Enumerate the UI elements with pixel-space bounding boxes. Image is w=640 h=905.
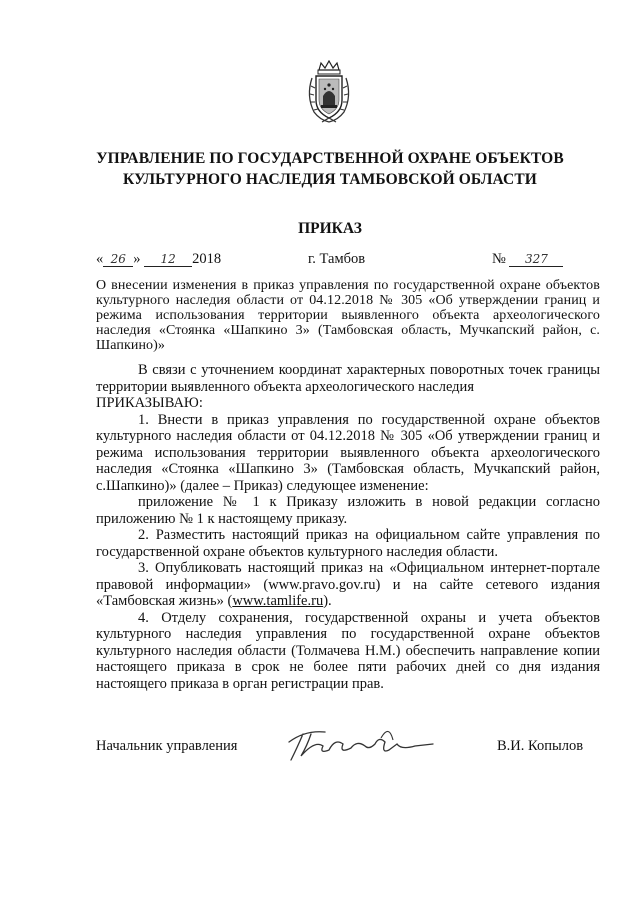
document-body — [96, 362, 600, 692]
date-day: 26 — [103, 253, 133, 267]
document-date — [96, 251, 221, 268]
number-prefix: № — [492, 251, 506, 267]
number-value: 327 — [509, 253, 563, 267]
date-open-quote: « — [96, 251, 104, 267]
coat-of-arms-icon — [302, 60, 356, 126]
agency-title: УПРАВЛЕНИЕ ПО ГОСУДАРСТВЕННОЙ ОХРАНЕ ОБЪЕКТОВ КУЛЬТУРНОГО НАСЛЕДИЯ ТАМБОВСКОЙ ОБЛАСТИ — [96, 150, 564, 188]
handwritten-signature-icon — [285, 720, 435, 762]
signer-position: Начальник управления — [96, 738, 238, 754]
date-close-quote: » — [133, 251, 141, 267]
date-year: 2018 — [192, 251, 222, 267]
tamlife-link[interactable]: www.tamlife.ru — [232, 593, 324, 609]
item-3-text: 3. Опубликовать настоящий приказ на «Официальном интернет-портале правовой информации» (www.pravo.gov.ru) и на сайте сетевого издания «Тамбовская жизнь» ( — [96, 560, 600, 609]
date-month: 12 — [144, 253, 192, 267]
document-number — [492, 251, 563, 268]
signer-name: В.И. Копылов — [497, 738, 584, 754]
item-3-end: ). — [323, 593, 332, 609]
item-4-paragraph: 4. Отделу сохранения, государственной охраны и учета объектов культурного наследия управления по государственной охране объектов культурного наследия области (Толмачева Н.М.) обеспечить направление копии настоящего приказа в срок не более пяти рабочих дней со дня издания настоящего приказа в орган регистрации прав. — [96, 609, 600, 692]
item-3-paragraph — [96, 560, 600, 610]
document-city: г. Тамбов — [308, 251, 366, 267]
item-1-sub-paragraph: приложение № 1 к Приказу изложить в новой редакции согласно приложению № 1 к настоящему приказу. — [96, 494, 600, 527]
preamble-paragraph: В связи с уточнением координат характерных поворотных точек границы территории выявленного объекта археологического наследия — [96, 362, 600, 395]
document-subject: О внесении изменения в приказ управления по государственной охране объектов культурного наследия области от 04.12.2018 № 305 «Об утверждении границ и режима использования территории выявленного объекта археологического наследия «Стоянка «Шапкино 3» (Тамбовская область, Мучкапский район, с. Шапкино)» — [96, 278, 600, 353]
item-2-paragraph: 2. Разместить настоящий приказ на официальном сайте управления по государственной охране объектов культурного наследия области. — [96, 527, 600, 560]
document-type-title: ПРИКАЗ — [298, 220, 362, 237]
item-1-paragraph: 1. Внести в приказ управления по государственной охране объектов культурного наследия области от 04.12.2018 № 305 «Об утверждении границ и режима использования территории выявленного объекта археологического наследия «Стоянка «Шапкино 3» (Тамбовская область, Мучкапский район, с.Шапкино)» (далее – Приказ) следующее изменение: — [96, 411, 600, 494]
order-word: ПРИКАЗЫВАЮ: — [96, 395, 203, 411]
